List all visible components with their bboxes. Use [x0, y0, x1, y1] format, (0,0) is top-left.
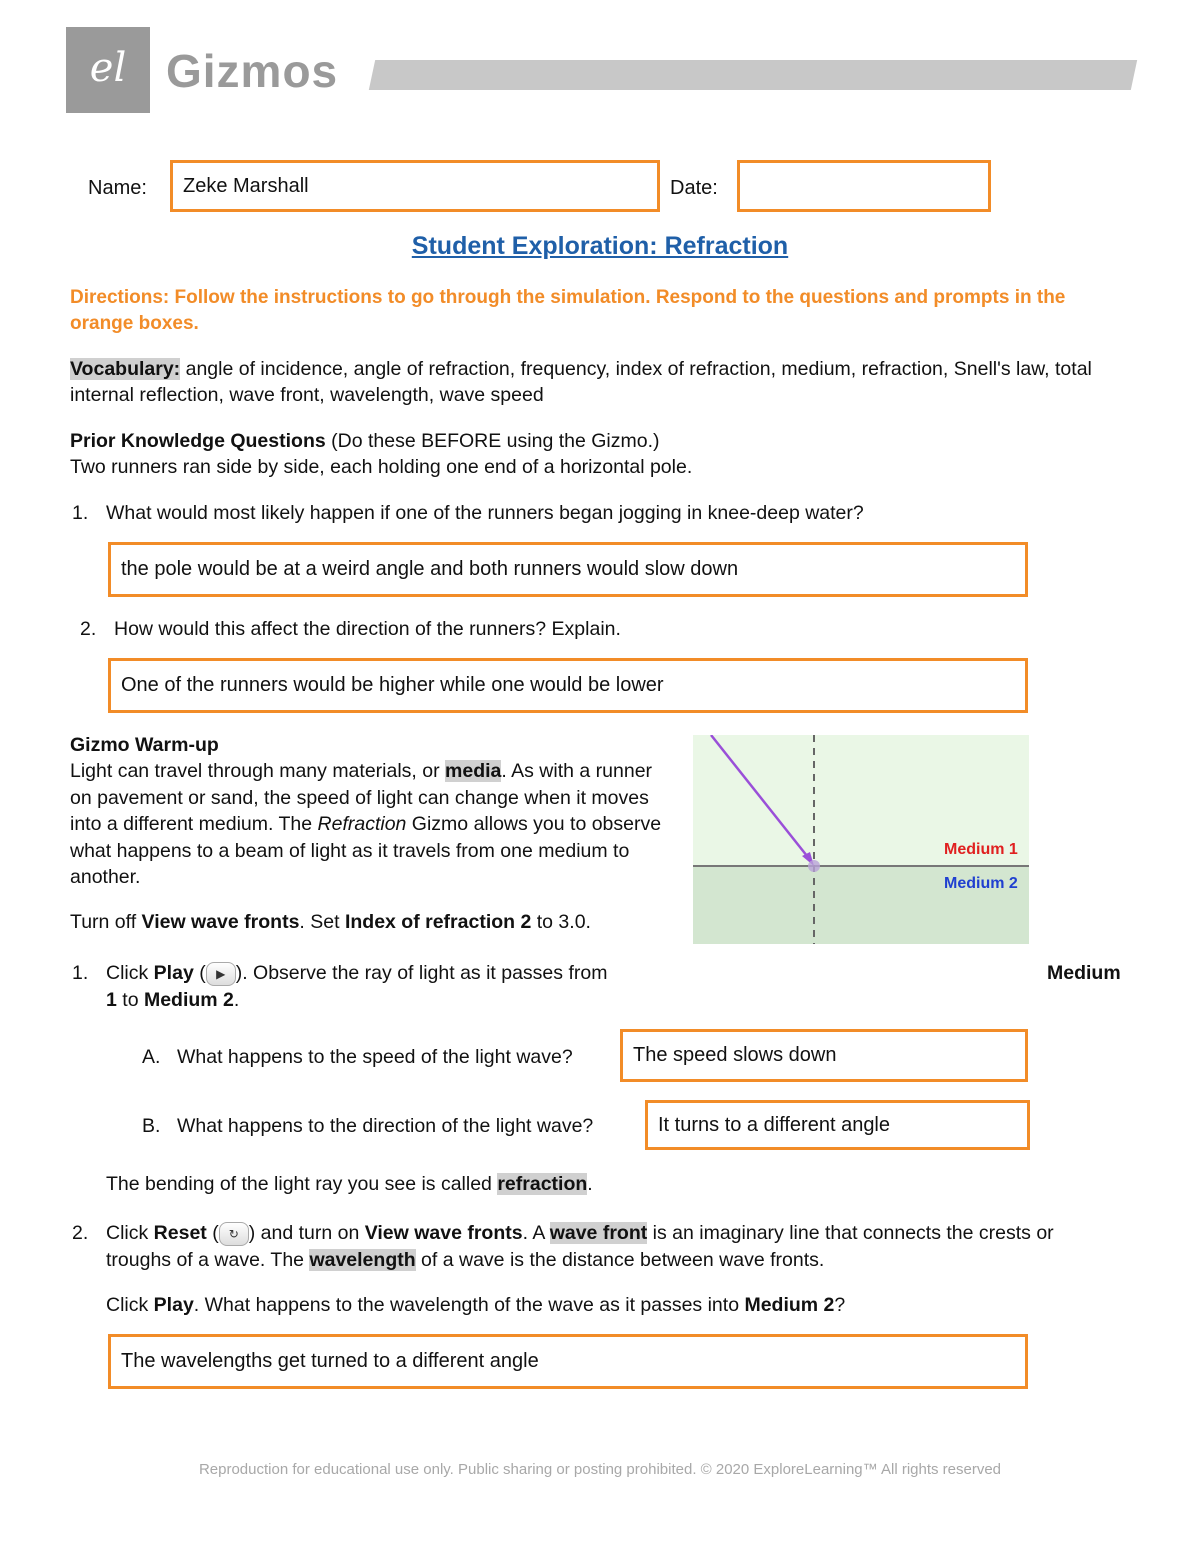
step2-answer-box[interactable]: [108, 1334, 1028, 1389]
gizmos-logo-text: Gizmos: [166, 45, 339, 97]
step2-reset-word: Reset: [153, 1222, 207, 1244]
step1-qa-answer-box[interactable]: [620, 1029, 1028, 1082]
step2-play-a: Click: [106, 1294, 154, 1316]
date-field[interactable]: [737, 160, 991, 212]
warmup-gizmo-name: Refraction: [317, 813, 407, 835]
name-value: Zeke Marshall: [183, 174, 309, 197]
step2-text-c: ) and turn on: [248, 1222, 365, 1244]
step2-play-word: Play: [153, 1294, 194, 1316]
step1-qa-answer: The speed slows down: [633, 1044, 837, 1066]
warmup-text-3: Gizmo allows you to observe what happens to a beam of light as it travels from one medium to another.: [70, 813, 662, 888]
page-title: Student Exploration: Refraction: [411, 232, 789, 260]
prior-knowledge-heading: Prior Knowledge Questions: [70, 430, 326, 452]
date-label: Date:: [670, 177, 718, 199]
step2-paragraph: [106, 1220, 1106, 1274]
step2-text-a: Click: [106, 1222, 154, 1244]
vocabulary-label: Vocabulary:: [70, 358, 181, 380]
prior-knowledge-note: (Do these BEFORE using the Gizmo.): [325, 430, 660, 452]
refraction-simulation-image: [693, 735, 1029, 944]
logo-mark-text: el: [89, 45, 127, 91]
refraction-term: refraction: [497, 1173, 588, 1195]
warmup-text-2: . As with a runner on pavement or sand, the speed of light can change when it moves into a different medium. The: [70, 760, 653, 835]
step1-medium2: Medium 2: [143, 989, 234, 1011]
step1-bend-period: .: [587, 1173, 593, 1195]
prior-a2-text: One of the runners would be higher while one would be lower: [121, 674, 664, 696]
vocabulary-paragraph: [70, 356, 1120, 408]
prior-a1-box[interactable]: [108, 542, 1028, 597]
warmup-instr-1: Turn off: [70, 911, 142, 933]
step1-to: to: [116, 989, 144, 1011]
step2-text-e: is an imaginary line that connects the crests or troughs of a wave. The: [106, 1222, 1054, 1271]
play-icon: ▶: [206, 962, 236, 986]
prior-knowledge-heading-line: [70, 428, 1130, 454]
step1-refraction-line: [106, 1171, 1166, 1197]
step1-line2: [106, 987, 1166, 1013]
header-bar: [369, 60, 1137, 90]
step2-text-d: . A: [522, 1222, 550, 1244]
incidence-point: [808, 860, 820, 872]
step1-text-c: ). Observe the ray of light as it passes from: [235, 962, 608, 984]
name-label: Name:: [88, 177, 147, 199]
warmup-media-term: media: [445, 760, 502, 782]
wavelength-term: wavelength: [309, 1249, 416, 1271]
prior-intro: Two runners ran side by side, each holding one end of a horizontal pole.: [70, 456, 693, 478]
step1-bend-text: The bending of the light ray you see is called: [106, 1173, 498, 1195]
step1-period: .: [233, 989, 240, 1011]
step2-play-c: . What happens to the wavelength of the wave as it passes into: [193, 1294, 745, 1316]
prior-a2-box[interactable]: [108, 658, 1028, 713]
step2-answer: The wavelengths get turned to a different angle: [121, 1350, 539, 1372]
warmup-instr-index: Index of refraction 2: [344, 911, 532, 933]
step1-text-b: (: [193, 962, 206, 984]
reset-icon: ↻: [219, 1222, 249, 1246]
step2-medium2: Medium 2: [744, 1294, 835, 1316]
medium2-label: Medium 2: [944, 875, 1018, 892]
step2-number: 2.: [72, 1222, 89, 1244]
warmup-instr-vwf: View wave fronts: [141, 911, 300, 933]
directions-text: Directions: Follow the instructions to go through the simulation. Respond to the questions and prompts in the orange boxes.: [70, 287, 1066, 334]
prior-q2-text: How would this affect the direction of the runners? Explain.: [114, 618, 621, 640]
prior-q1-text: What would most likely happen if one of the runners began jogging in knee-deep water?: [106, 502, 864, 524]
step1-line1: [106, 960, 686, 986]
warmup-instr-2: . Set: [299, 911, 345, 933]
footer-copyright: Reproduction for educational use only. Public sharing or posting prohibited. © 2020 ExploreLearning™ All rights reserved: [198, 1461, 1002, 1478]
gizmos-logo-mark: [66, 27, 150, 113]
wave-front-term: wave front: [549, 1222, 648, 1244]
step2-text-f: of a wave is the distance between wave fronts.: [415, 1249, 825, 1271]
simulation-svg: [693, 735, 1029, 944]
step1-qb-text: What happens to the direction of the light wave?: [177, 1115, 594, 1137]
warmup-instruction: [70, 909, 670, 935]
step2-text-b: (: [206, 1222, 219, 1244]
step1-number: 1.: [72, 962, 89, 984]
prior-q2-number: 2.: [80, 618, 97, 640]
warmup-paragraph: [70, 758, 670, 891]
prior-a1-text: the pole would be at a weird angle and both runners would slow down: [121, 558, 739, 580]
step1-play-word: Play: [153, 962, 194, 984]
prior-q1-number: 1.: [72, 502, 89, 524]
step2-play-line: [106, 1292, 1106, 1318]
step2-vwf: View wave fronts: [364, 1222, 523, 1244]
step1-qb-answer-box[interactable]: [645, 1100, 1030, 1150]
warmup-text-1: Light can travel through many materials, or: [70, 760, 446, 782]
step1-qb-letter: B.: [142, 1115, 161, 1137]
step1-medium1-num: 1: [106, 989, 117, 1011]
step2-qmark: ?: [834, 1294, 846, 1316]
step1-qa-text: What happens to the speed of the light wave?: [177, 1046, 573, 1068]
step1-qb-answer: It turns to a different angle: [658, 1113, 891, 1136]
warmup-heading: Gizmo Warm-up: [70, 734, 219, 756]
medium1-label: Medium 1: [944, 841, 1018, 858]
step1-medium-word: Medium: [1047, 962, 1121, 984]
vocabulary-text: angle of incidence, angle of refraction, frequency, index of refraction, medium, refraction, Snell's law, total internal reflection, wave front, wavelength, wave speed: [70, 358, 1092, 406]
step1-text-a: Click: [106, 962, 154, 984]
name-field[interactable]: [170, 160, 660, 212]
step1-qa-letter: A.: [142, 1046, 161, 1068]
warmup-instr-3: to 3.0.: [531, 911, 591, 933]
